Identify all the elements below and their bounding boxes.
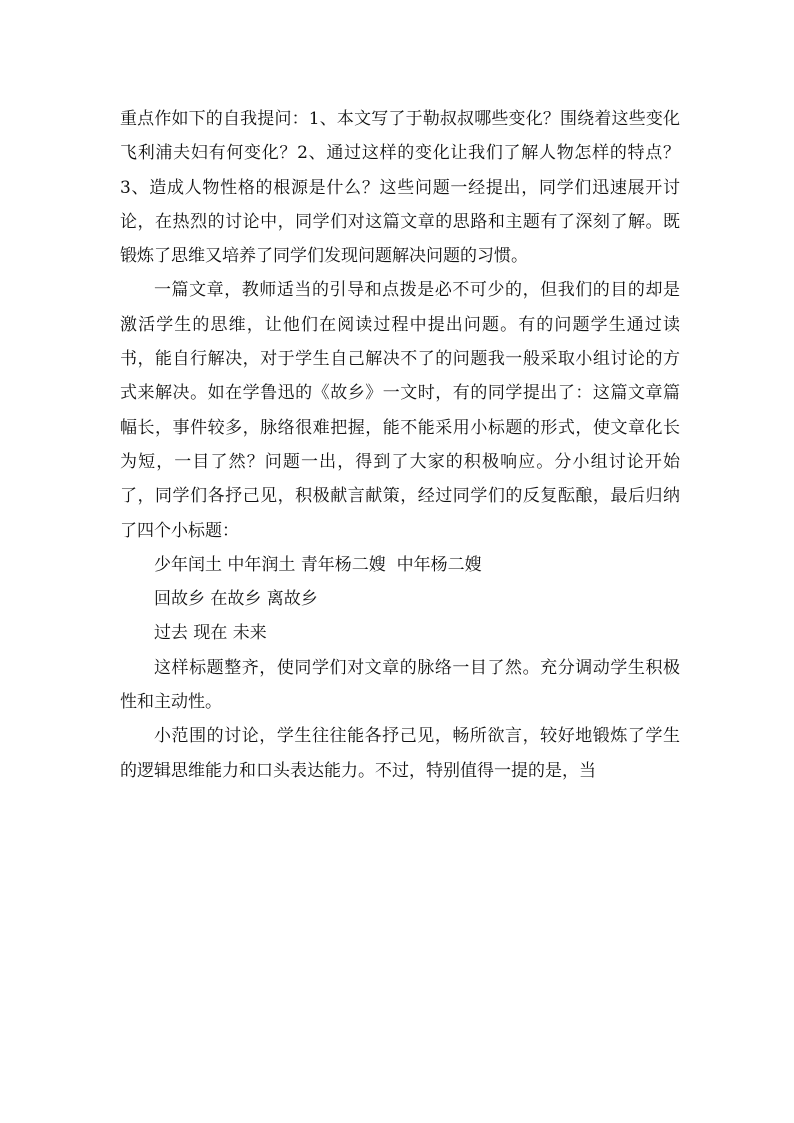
paragraph-summary: 这样标题整齐，使同学们对文章的脉络一目了然。充分调动学生积极性和主动性。 — [120, 657, 680, 713]
subtitle-line-characters: 少年闰土 中年润土 青年杨二嫂 中年杨二嫂 — [154, 554, 482, 575]
paragraph-questions: 重点作如下的自我提问：1、本文写了于勒叔叔哪些变化？围绕着这些变化飞利浦夫妇有何变化？2、通过这样的变化让我们了解人物怎样的特点？3、造成人物性格的根源是什么？这些问题一经提出，同学们迅速展开讨论，在热烈的讨论中，同学们对这篇文章的思路和主题有了深刻了解。既锻炼了思维又培养了同学们发现问题解决问题的习惯。 — [120, 109, 680, 267]
subtitle-line-times: 过去 现在 未来 — [154, 623, 267, 644]
paragraph-discussion: 小范围的讨论，学生往往能各抒己见，畅所欲言，较好地锻炼了学生的逻辑思维能力和口头表达能力。不过，特别值得一提的是，当 — [120, 726, 680, 781]
document-body — [120, 102, 680, 788]
subtitle-line-places: 回故乡 在故乡 离故乡 — [154, 589, 318, 610]
paragraph-guidance: 一篇文章，教师适当的引导和点拨是必不可少的，但我们的目的却是激活学生的思维，让他们在阅读过程中提出问题。有的问题学生通过读书，能自行解决，对于学生自己解决不了的问题我一般采取小组讨论的方式来解决。如在学鲁迅的《故乡》一文时，有的同学提出了：这篇文章篇幅长，事件较多，脉络很难把握，能不能采用小标题的形式，使文章化长为短，一目了然？问题一出，得到了大家的积极响应。分小组讨论开始了，同学们各抒己见，积极献言献策，经过同学们的反复酝酿，最后归纳了四个小标题： — [120, 280, 680, 541]
